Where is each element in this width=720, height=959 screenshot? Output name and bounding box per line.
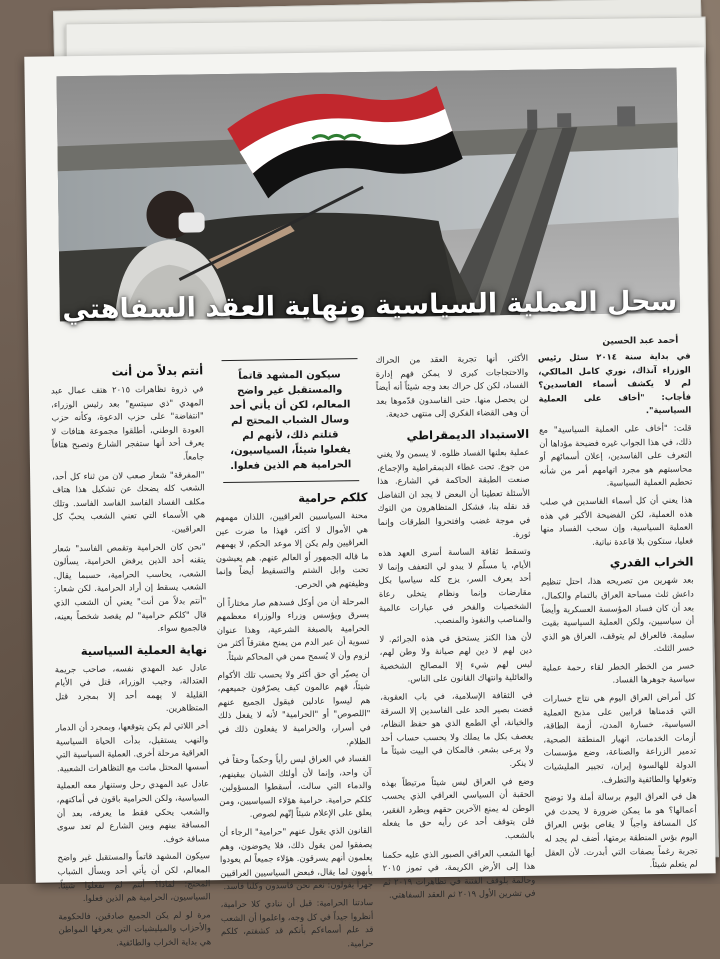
body-paragraph: أخر اللاتي لم يكن يتوقعها، وبمجرد أن الدمار والنهب يستقيل، بدأت الحياة السياسية العراقية مرحلة أخرى. العملية السياسية التي أسسها المحتل ماتت مع التظاهرات الشعبية.	[55, 720, 209, 774]
section-subheading: الخراب القدري	[609, 554, 694, 570]
section-subheading: أنتم بدلاً من أنت	[111, 363, 204, 379]
section-subheading: الاستبداد الديمقراطي	[406, 426, 530, 443]
body-paragraph: خسر من الخطر الخطر لقاء رحمة عملية سياسية جوهرها الفساد.	[542, 660, 696, 686]
article-byline: أحمد عبد الحسين	[602, 335, 679, 347]
body-paragraph: "نحن كان الحرامية وتقمص الفاسد" شعار يتقنه أحد الذين يرفض الحرامية، يسألون الشعب، يحاسب الحرامية، حسبما يقال. الشعب يسقط إن أراد الحرامية. لكن شعار: "أنتم بدلاً من أنت" يعني أن الشعب الذي قال "كلكم حرامية" لم يقصد شخصاً بعينه، فالجميع سواء.	[53, 540, 207, 634]
body-paragraph: محنة السياسيين العراقيين، اللذان مهمهم هي الأموال لا أكثر، فهذا ما ضرت عين العراقيين ولم يكن إلا موعد الحكم، لا يهمهم ما قاله الجمهور أو العالم عنهم. هم يعيشون تحت وابل الشتم والتسقيط أيضاً وإنما وظيفتهم هي الحرص.	[215, 510, 369, 590]
section-subheading: نهاية العملية السياسية	[80, 641, 208, 658]
article-columns	[50, 350, 698, 949]
body-paragraph: عملية بعلنها الفساد ظلوه. لا يسمن ولا يغني من جوع. تحت غطاء الديمقراطية والإجماع، صنعت الطبقة الحاكمة في الشارع. هذا الأسئلة تعطينا أن البعض لا يجد ان التفاضل قد نقله بنا، فشكل المتظاهرون من التوك في موجة غضب وافتحروا الطرقات وإنما ثورة.	[376, 446, 531, 539]
body-paragraph: الأكثر، أنها تجربة العقد من الحراك والاحتجاجات كبرى لا يمكن فهم إدارة الفساد، لكن كل حراك بعد وجه شيئاً أنه أيضاً لن يحصل منها. حتى الفاسدون قدّموها بعد أن وهى القضاء الفكري إلى منتهى خديعة.	[375, 352, 529, 420]
body-paragraph: عادل عبد المهدي رحل وستنهار معه العملية السياسية، ولكن الحرامية باقون في أماكنهم، والشعب يحكي فقط ما يعرفه، بعد أن المسافة بينهم وبين الشارع لم تعد سوى مسافة خوف.	[56, 778, 210, 844]
body-paragraph: "المفرقة" شعار صعب لان من ثناء كل أحد، الشعب كله يضحك عن تشكيل هذا هتاف مكلف الفساد الفاسد الفاسد الفاسد. وتلك هي الأسماء التي تعني الشعب يحبّ كل العراقيين.	[52, 468, 206, 534]
body-paragraph: مرة لو لم يكن الجميع صادقين، فالحكومة والأحزاب والميليشيات التي يعرفها المواطن هي بداية الخراب والطائفية.	[58, 909, 212, 948]
body-paragraph: عادل عبد المهدي نفسه، صاحب جريمة العتدالة، وجيب الوزراء، قتل في الأيام القليلة لا يهمه أحد إلا بمجرد قتل المتظاهرين.	[54, 661, 208, 714]
column-2	[375, 352, 536, 954]
body-paragraph: سيكون المشهد قاتماً والمستقبل غير واضح المعالم، لكن أن يأتي أحد ويسأل الشباب المحتج: لماذا؟ أنتم لم تفعلوا شيئاً. السياسيون، الحرامية هم الذين فعلوا.	[57, 850, 211, 904]
headline-band	[59, 273, 680, 338]
body-paragraph: وتسقط ثقافة الساسة أسرى العهد هذه الأيام، يا مسلّم لا يبدو لي التعفف وإنما لا أحد يعرف السر، يزج كله سياسيا بكل مقارضات وإنما ونظام يتخلى رعاة الشخصيات والفخر في عبارات عالمية والمناصب والنفوذ والمنصب.	[378, 545, 532, 626]
body-paragraph: هل في العراق اليوم برسالة أملة ولا توضح أعمالها؟ هو ما يمكن ضرورة لا يحدث في كل المسافة واجباً لا يقاص بؤس العراق اليوم بؤس المنطقة برمتها، أضف لم يجد له تجربة رغماً بصفات التي أبدرت. لأن العقل لم يتعلم شيئاً.	[544, 790, 698, 870]
body-paragraph: في ذروة تظاهرات ٢٠١٥ هتف عمال عبد المهدي "ذي سيتسع" بعد رئيس الوزراء، "انتفاضة" على حزب الدعوة، وكأنه حزب العودة الوطني، أطلقوا مجموعة هتافات لا يعرف أحد أنها ستفجر الشارع وتصبح هتافاً جامعاً.	[50, 383, 205, 462]
column-3	[213, 354, 374, 956]
body-paragraph: هذا يعني أن كل أسماء الفاسدين في صلب هذه العملية، لكن الفضيحة الأكبر في هذه العملية السياسية، وإن سحب الفساد منها فعليا، ستكون بلا قاعدة نباتية.	[539, 494, 694, 547]
body-paragraph: في الثقافة الإسلامية، في باب العقوبة، قضت بصير الحد على الفاسدين إلا السرقة والخيانة، أي الطمع الذي هو حفظ النظام، يعصف بكل ما يملك ولا يحسب حساب أحد ولا يرعى بشعر. فالمكان في البيت شيئاً ما لا ينكر.	[380, 689, 534, 769]
body-paragraph: سادتنا الحرامية: قبل أن ننادي كلا حرامية، أنظروا جيداً في كل وجه، واعلموا أن الشعب قد علم أسماءكم بأنكم قد كشفتم، كلكم حرامية.	[220, 897, 374, 949]
body-paragraph: كل أمراض العراق اليوم هي نتاج خسارات التي قدمناها قرابين على مذبح العملية السياسية، خسارة المدن، أزمة الطاقة، أزمات الخدمات، انهيار المنطقة الصحية، تدمير الزراعة والصناعة، وضع مؤسسات الدولة للهالسوة إيران، تجيير المليشيات وتغولها والطائفية والتطرف.	[542, 691, 697, 785]
body-paragraph: وضع في العراق ليس شيئاً مرتبطاً بهذه الحقبة أن السياسي العراقي الذي يحسب الوطن له يمنع الآخرين حقهم ويطرد الفقير، فلن يتوقف أحد عن رأيه حق ما يفعله بالشعب.	[381, 775, 535, 841]
newspaper-page	[24, 47, 715, 949]
section-subheading: كلكم حرامية	[298, 490, 368, 506]
body-paragraph: بعد شهرين من تصريحه هذا، احتل تنظيم داعش ثلث مساحة العراق بالتمام والكمال، بعد أن كان فساد المؤسسة العسكرية وأيضاً أن سياسيين، ولكن العملية السياسية بقيت سليمة. فالعراق لم يتوقف، العراق هو الذي خسر الثلث.	[541, 574, 695, 654]
body-paragraph: المرحلة أن من أوكل فسدهم صار مختاراً أن يسرق ويؤسس وزراء والوزراء معظمهم الحرامية بالصبغة الشرعية، وهذا عنوان تسوية أن عبر الدم من يمنح مفترقاً أكثر من لزوم وأن لا يُسمح ممن في المحاكم شيئاً.	[216, 595, 370, 662]
body-paragraph: القانون الذي يقول عنهم "حرامية" الرجاء أن يصفقوا لمن يقول ذلك، فلا يخوضون، وهم يعلمون أنهم يسرقون. هؤلاء جميعاً لم يعودوا يأبهون لما يقال، فبعض السياسيين العراقيين جهراً يقولون: نعم نحن فاسدون وكلنا فاسد.	[219, 825, 373, 892]
body-paragraph: الفساد في العراق ليس رأياً وحكماً وحقاً في آن واحد، وإنما لأن أولئك الشبان بيقينهم، والدماء التي سالت، أسقطوا المسؤولين، كلكم حرامية. حرامية هؤلاء السياسيين، ومن يعلق على الإعلام شيئاً إنّهم لصوص.	[218, 753, 372, 820]
body-paragraph: أن يصيّر أي حق أكثر ولا يحسب تلك الأكوام شيئاً، فهم عالمون كيف يصرّفون جميعهم، هم ليسوا عادلين فيقول الجميع عنهم "اللصوص" أو "الحرامية" لأنه لا يفعل ذلك في أسرار، والحرامية لا يفعلون ذلك في الظلام.	[217, 667, 371, 746]
body-paragraph: لأن هذا الكنز يستحق في هذه الجرائم. لا دين لهم لا دين لهم صيانة ولا وطن لهم، ليس لهم شيء إلا المصالح الشخصية والعائلية وانتهاك القانون على الناس.	[379, 631, 533, 684]
column-4	[50, 356, 211, 958]
lead-paragraph: في بداية سنة ٢٠١٤ سئل رئيس الوزراء آنذاك، نوري كامل المالكي، لم لا يكشف أسماء الفاسدين؟ فأجاب: "أخاف على العملية السياسية".	[537, 350, 692, 416]
column-1	[538, 350, 699, 952]
article-headline: سحل العملية السياسية ونهاية العقد السفاهتي	[62, 285, 678, 325]
body-paragraph: أيها الشعب العراقي الصبور الذي عليه حكمنا هذا إلى الأرض الكريمة، في تموز ٢٠١٥ وحالمة بلوقف الفتنة في تظاهرات ٢٠١٩ ثم في تشرين الأول ٢٠١٩ ثم العقد السفاهتي.	[382, 847, 536, 901]
body-paragraph: قلت: "أخاف على العملية السياسية" مع ذلك، في هذا الجواب غيره فضيحة مؤداها أن التعرف على الفاسدين، إعلان أسمائهم أو محاسبتهم هو مجرد اتهامهم أمر من شأنه تحطيم العملية السياسية.	[538, 422, 693, 489]
pull-quote: سيكون المشهد قاتماً والمستقبل غير واضح المعالم، لكن أن يأتي أحد وسال الشباب المحتج لم قتلتم ذلك، لأنهم لم يفعلوا شيئاً، السياسيون، الحرامية هم الذين فعلوا.	[221, 358, 359, 483]
